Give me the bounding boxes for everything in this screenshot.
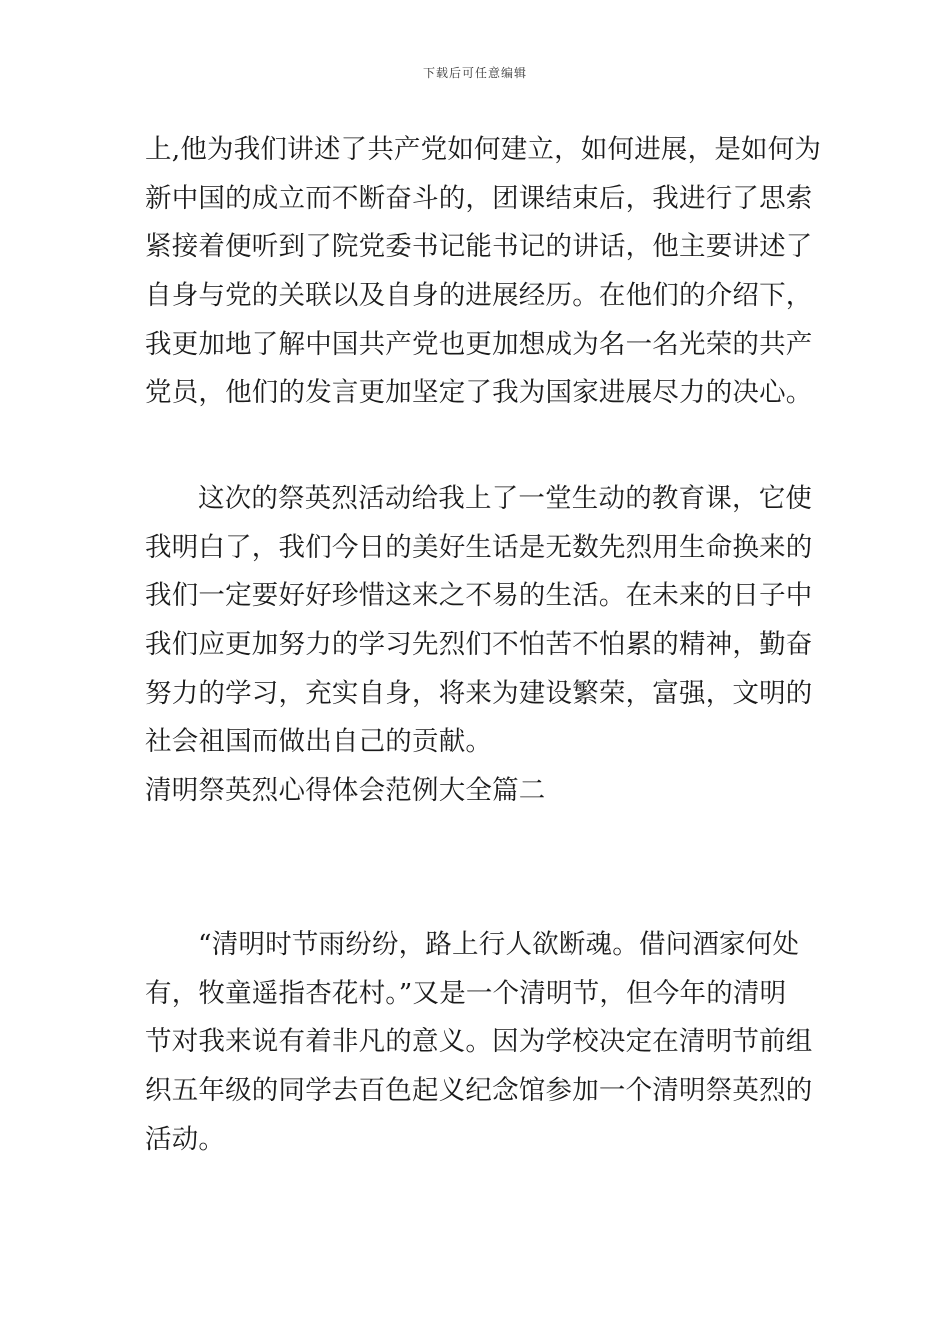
text-line: 我们应更加努力的学习先烈们不怕苦不怕累的精神，勤奋: [145, 629, 813, 661]
paragraph-continuation: [145, 126, 822, 418]
text-line: 党员，他们的发言更加坚定了我为国家进展尽力的决心。: [145, 377, 813, 409]
text-line: 活动。: [145, 1123, 226, 1155]
text-line: 社会祖国而做出自己的贡献。: [145, 726, 493, 758]
text-line: 紧接着便听到了院党委书记能书记的讲话，他主要讲述了: [145, 231, 813, 263]
section-title-text: 清明祭英烈心得体会范例大全篇二: [145, 775, 546, 806]
text-line: 上,他为我们讲述了共产党如何建立，如何进展，是如何为: [145, 134, 822, 165]
text-line: 我明白了，我们今日的美好生话是无数先烈用生命换来的: [145, 531, 813, 563]
text-line: “清明时节雨纷纷，路上行人欲断魂。借问酒家何处: [198, 929, 800, 960]
text-line: 我们一定要好好珍惜这来之不易的生活。在未来的日子中: [145, 580, 813, 612]
text-line: 节对我来说有着非凡的意义。因为学校决定在清明节前组: [145, 1026, 813, 1058]
paragraph-qingming: [145, 921, 813, 1164]
text-line: 织五年级的同学去百色起义纪念馆参加一个清明祭英烈的: [145, 1075, 813, 1107]
text-line: 我更加地了解中国共产党也更加想成为名一名光荣的共产: [145, 328, 813, 360]
text-line: 自身与党的关联以及自身的进展经历。在他们的介绍下，: [145, 280, 813, 312]
page-header: 下载后可任意编辑: [422, 66, 527, 80]
section-title: [145, 767, 810, 816]
text-line: 努力的学习，充实自身，将来为建设繁荣，富强，文明的: [145, 677, 813, 709]
paragraph-reflection: [145, 475, 813, 767]
text-line: 有，牧童遥指杏花村。”又是一个清明节，但今年的清明: [145, 977, 787, 1009]
text-line: 新中国的成立而不断奋斗的，团课结束后，我进行了思索: [145, 182, 813, 214]
text-line: 这次的祭英烈活动给我上了一堂生动的教育课，它使: [198, 483, 813, 514]
